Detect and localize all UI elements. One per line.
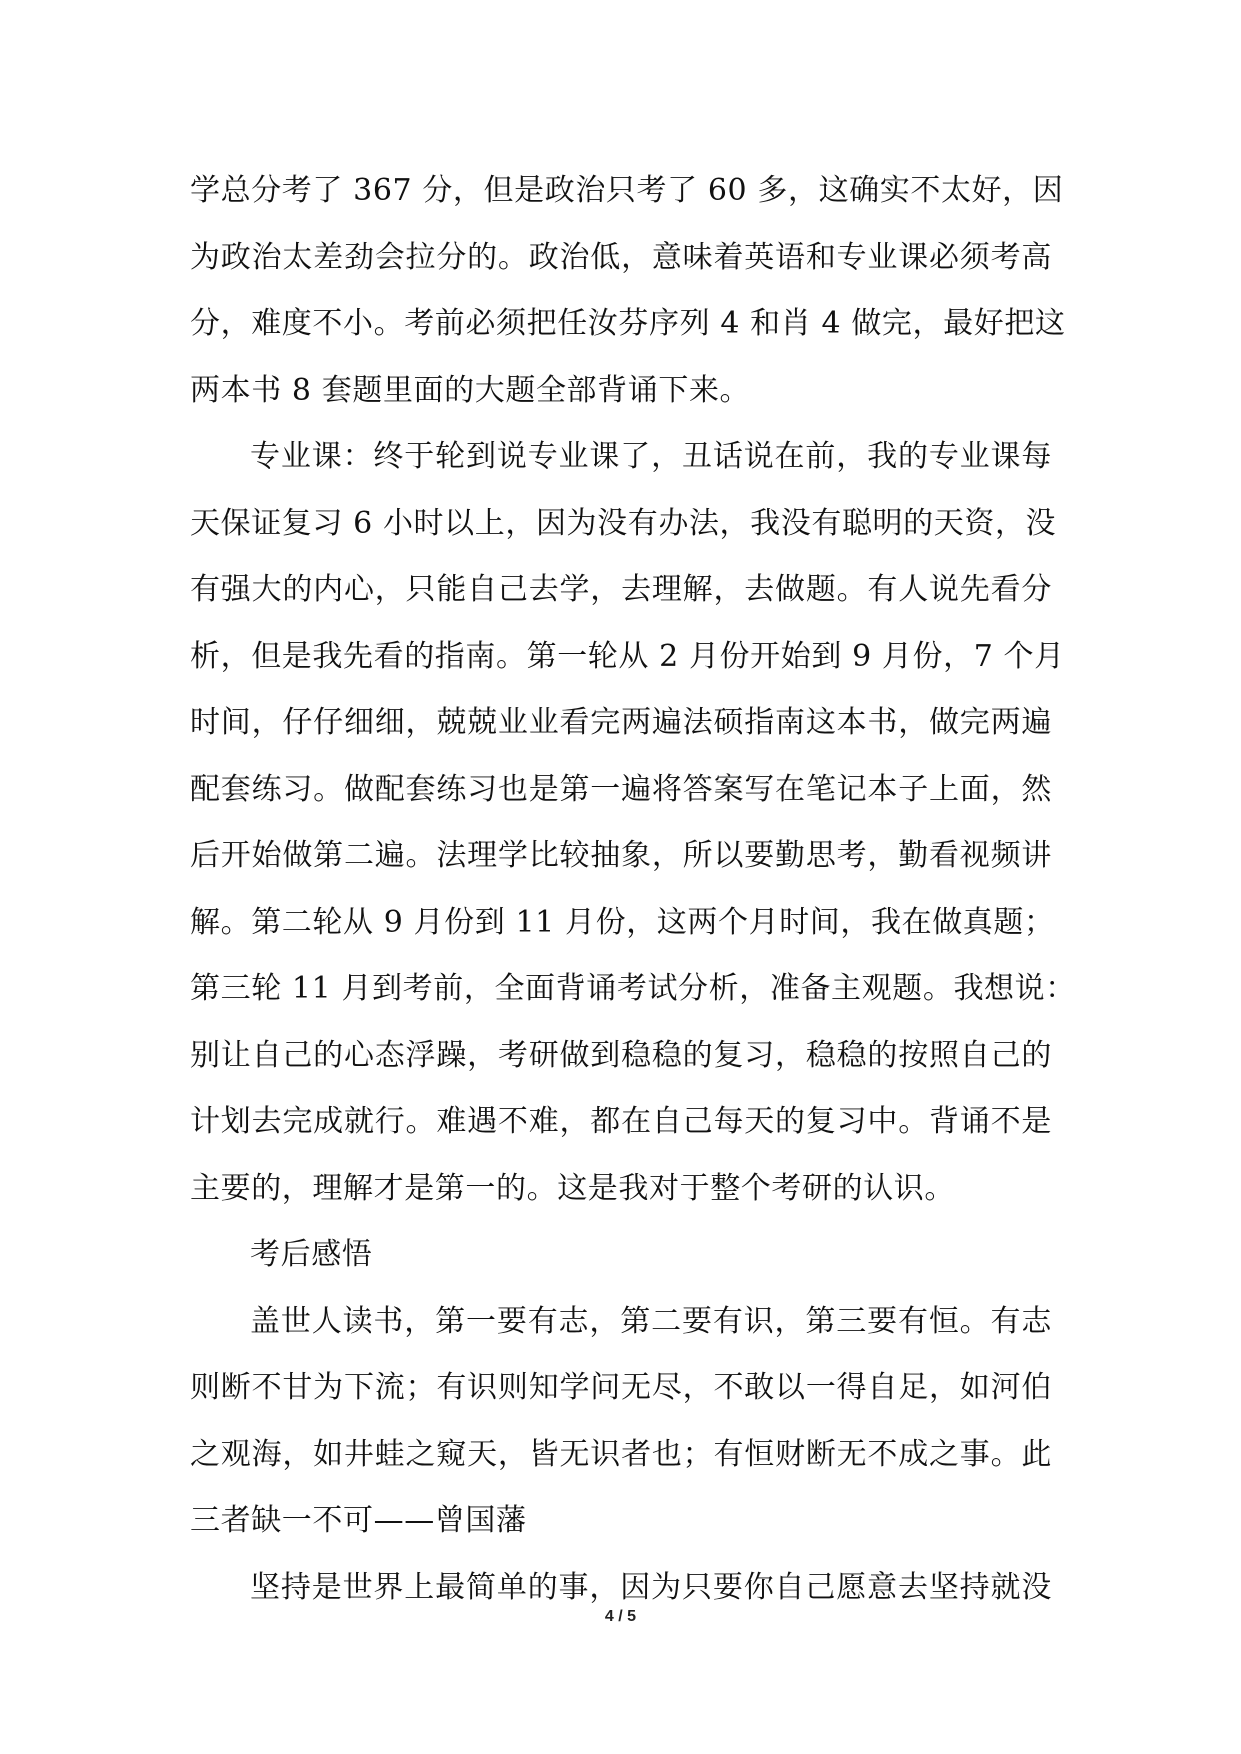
text-line: 第三轮 11 月到考前，全面背诵考试分析，准备主观题。我想说： bbox=[190, 971, 1076, 1006]
text-line: 时间，仔仔细细，兢兢业业看完两遍法硕指南这本书，做完两遍 bbox=[190, 705, 1052, 740]
paragraph-start-line: 坚持是世界上最简单的事，因为只要你自己愿意去坚持就没 bbox=[250, 1569, 1052, 1605]
text-line: 分，难度不小。考前必须把任汝芬序列 4 和肖 4 做完，最好把这 bbox=[190, 306, 1066, 341]
section-heading: 考后感悟 bbox=[250, 1237, 373, 1272]
text-line: 析，但是我先看的指南。第一轮从 2 月份开始到 9 月份，7 个月 bbox=[190, 638, 1065, 674]
text-line: 计划去完成就行。难遇不难，都在自己每天的复习中。背诵不是 bbox=[190, 1104, 1052, 1139]
text-line: 后开始做第二遍。法理学比较抽象，所以要勤思考，勤看视频讲 bbox=[190, 838, 1052, 873]
text-line: 别让自己的心态浮躁，考研做到稳稳的复习，稳稳的按照自己的 bbox=[190, 1037, 1052, 1073]
text-line: 学总分考了 367 分，但是政治只考了 60 多，这确实不太好，因 bbox=[190, 173, 1064, 208]
text-line: 天保证复习 6 小时以上，因为没有办法，我没有聪明的天资，没 bbox=[190, 505, 1057, 541]
text-line: 配套练习。做配套练习也是第一遍将答案写在笔记本子上面，然 bbox=[190, 771, 1052, 807]
document-body bbox=[190, 158, 1076, 1621]
text-line: 解。第二轮从 9 月份到 11 月份，这两个月时间，我在做真题； bbox=[190, 904, 1055, 940]
page-number: 4 / 5 bbox=[604, 1608, 637, 1625]
paragraph-start-line: 盖世人读书，第一要有志，第二要有识，第三要有恒。有志 bbox=[250, 1303, 1052, 1339]
text-line: 主要的，理解才是第一的。这是我对于整个考研的认识。 bbox=[190, 1170, 955, 1206]
text-line: 两本书 8 套题里面的大题全部背诵下来。 bbox=[190, 372, 751, 408]
paragraph-start-line: 专业课：终于轮到说专业课了，丑话说在前，我的专业课每 bbox=[250, 439, 1052, 474]
text-line: 之观海，如井蛙之窥天，皆无识者也；有恒财断无不成之事。此 bbox=[190, 1436, 1052, 1472]
text-line: 则断不甘为下流；有识则知学问无尽，不敢以一得自足，如河伯 bbox=[190, 1370, 1052, 1405]
text-line: 有强大的内心，只能自己去学，去理解，去做题。有人说先看分 bbox=[190, 572, 1052, 607]
text-line: 三者缺一不可——曾国藩 bbox=[190, 1503, 527, 1538]
text-line: 为政治太差劲会拉分的。政治低，意味着英语和专业课必须考高 bbox=[190, 239, 1052, 275]
